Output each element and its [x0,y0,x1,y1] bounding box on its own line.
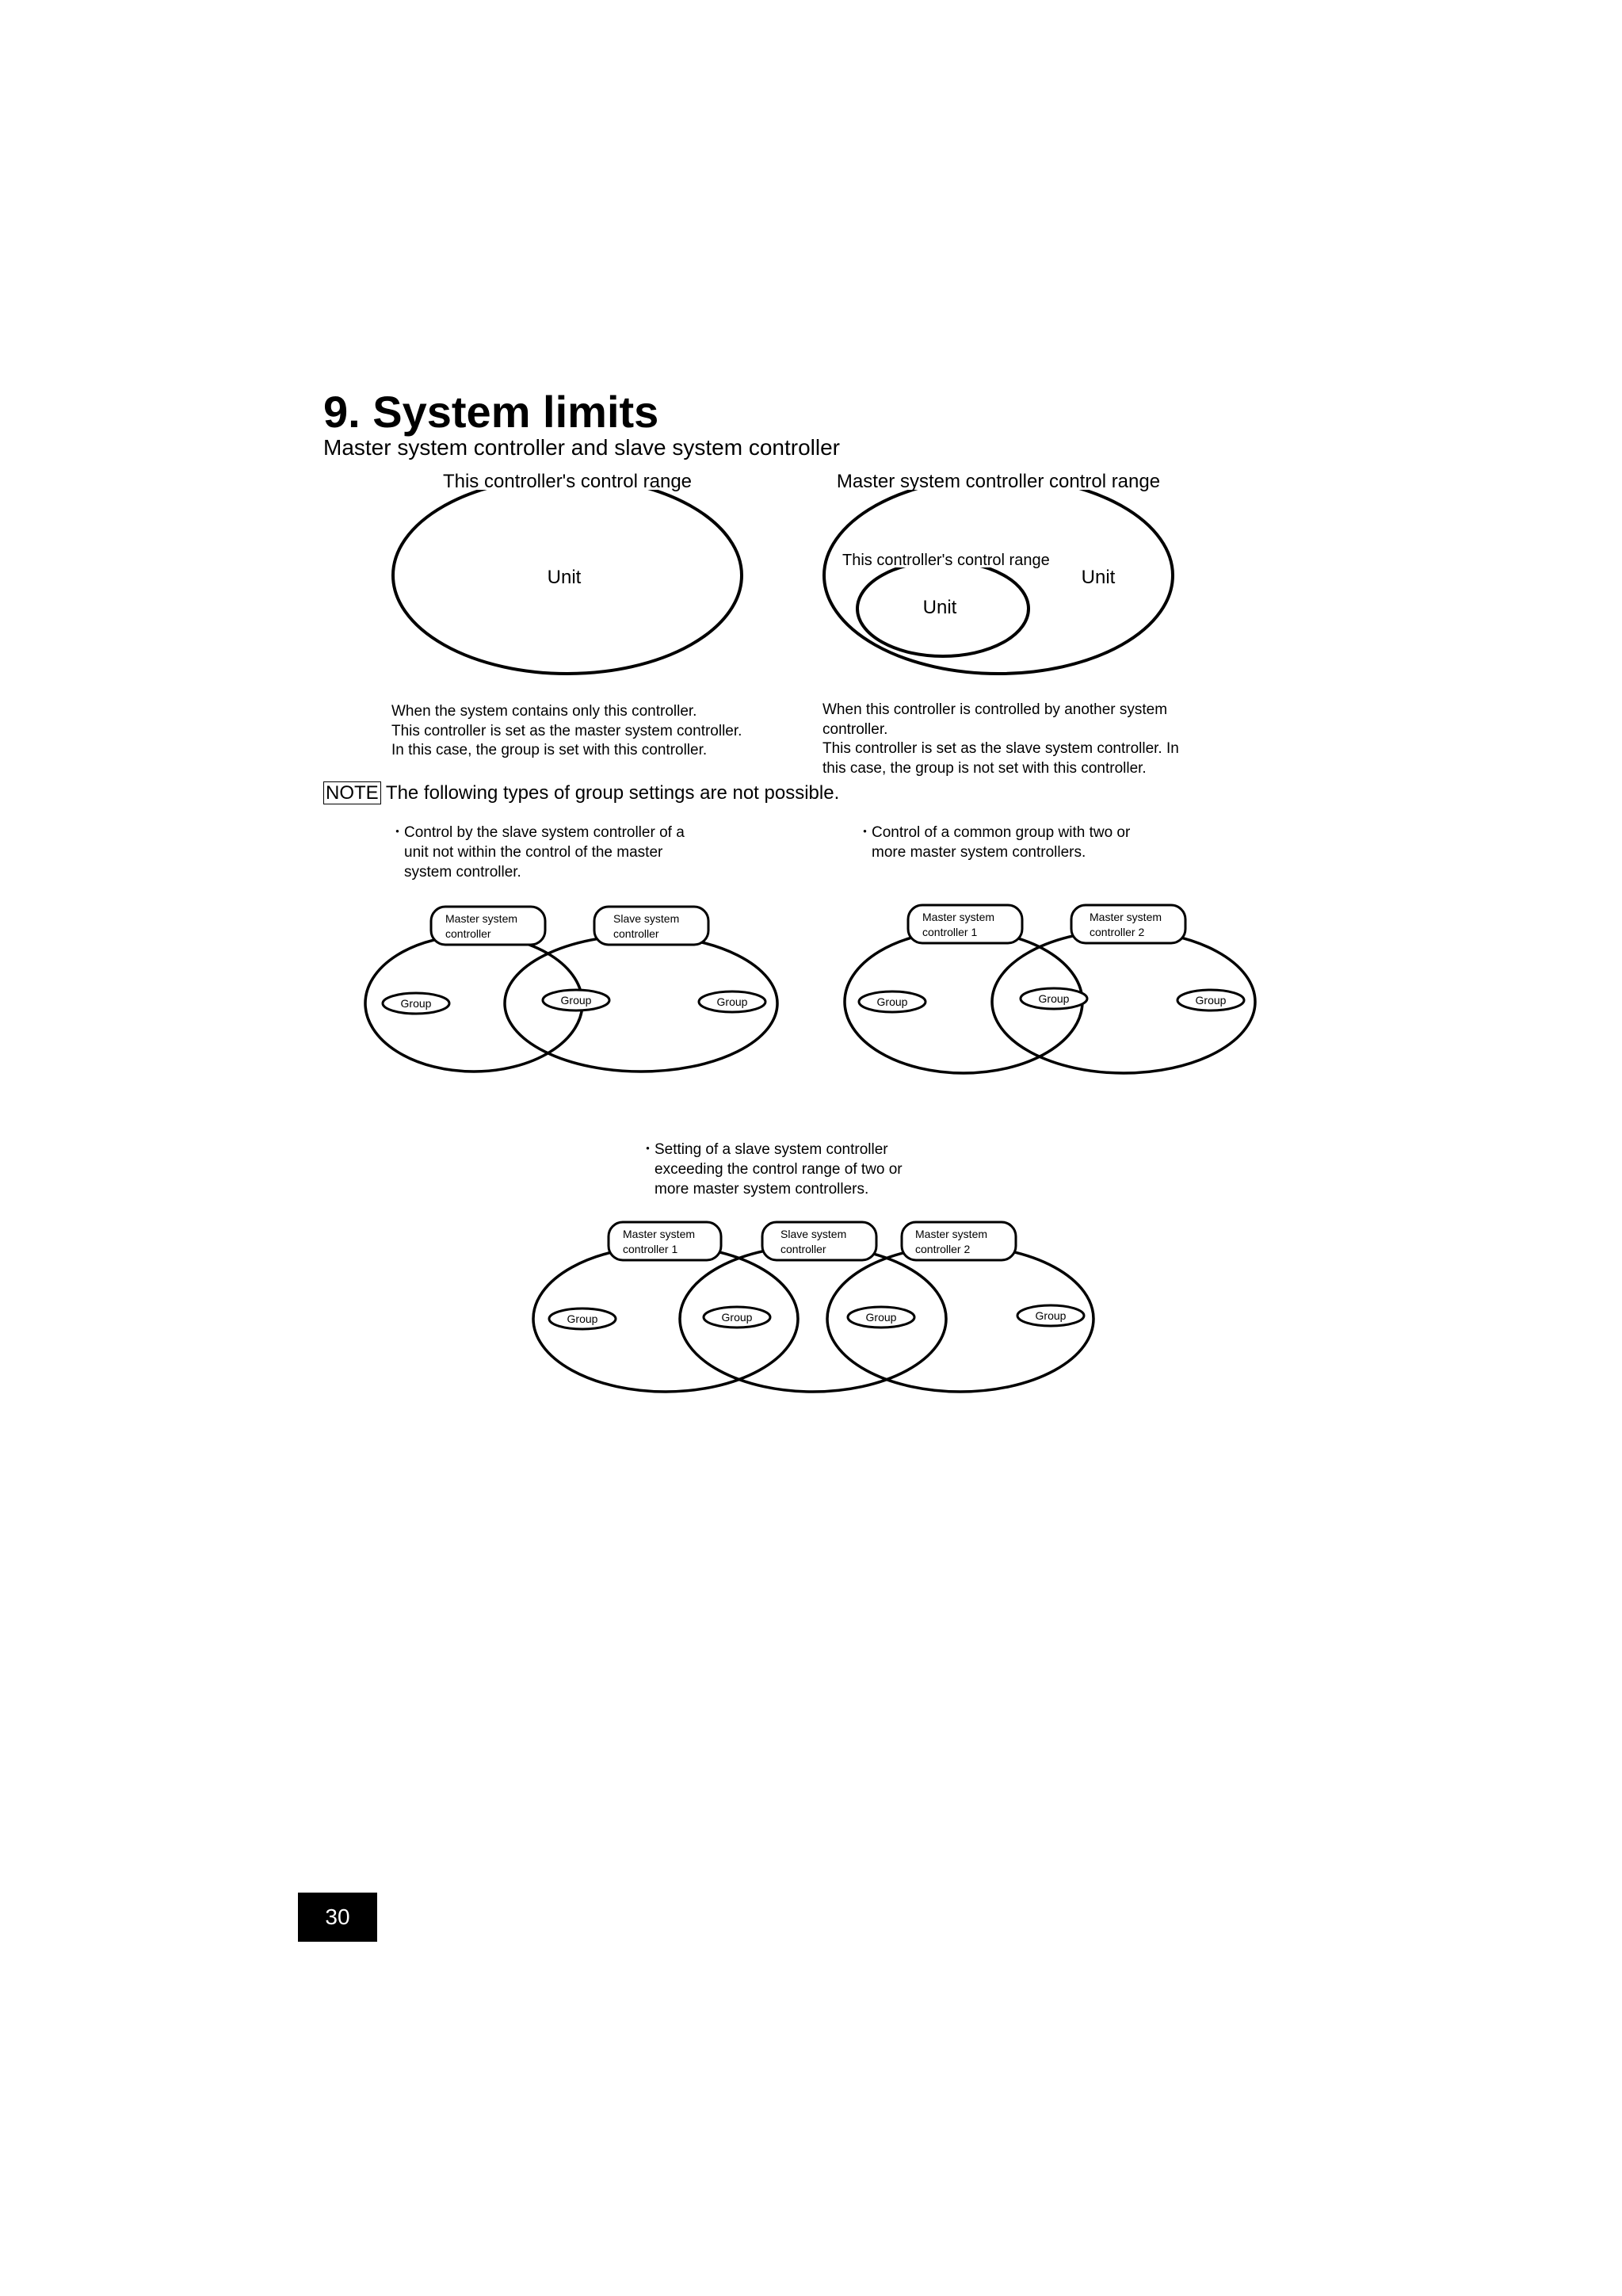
slave-controller-line2: controller [780,1243,826,1255]
caption-master-only [391,702,742,761]
master-controller-line2: controller [445,927,491,940]
master-controller-2-line1: Master system [1090,911,1162,923]
bullet-line: Setting of a slave system controller [655,1141,888,1158]
bullet-dot: ・ [857,824,873,841]
bullet-dot: ・ [640,1141,656,1158]
caption-line: This controller is set as the master system controller. [391,722,742,739]
caption-line: When the system contains only this controller. [391,703,697,720]
group-label: Group [876,995,908,1008]
master-controller-1-line2: controller 1 [623,1243,678,1255]
group-label: Group [1038,992,1070,1005]
group-label: Group [721,1311,753,1324]
bullet-line: exceeding the control range of two or [655,1161,903,1178]
master-controller-1-line2: controller 1 [922,926,978,938]
inner-unit-label: Unit [922,597,957,618]
master-controller-line1: Master system [445,912,518,925]
group-label: Group [716,995,748,1008]
group-label: Group [865,1311,897,1324]
master-controller-1-line1: Master system [623,1228,696,1240]
bullet-b [857,823,1131,862]
slave-controller-line1: Slave system [613,912,680,925]
bullet-line: system controller. [404,864,521,881]
master-controller-2-line2: controller 2 [915,1243,971,1255]
unit-label: Unit [547,567,582,588]
page-number: 30 [298,1893,377,1942]
caption-line: This controller is set as the slave system controller. In [822,740,1179,757]
caption-line: controller. [822,720,888,738]
page-title: 9. System limits [323,387,659,437]
bullet-line: more master system controllers. [872,844,1086,861]
group-label: Group [567,1312,598,1325]
group-label: Group [400,997,432,1010]
note-label: NOTE [323,781,381,804]
bullet-line: Control of a common group with two or [872,824,1131,841]
group-label: Group [1195,994,1227,1007]
note [323,781,839,805]
outer-unit-label: Unit [1081,567,1116,588]
section-subtitle: Master system controller and slave system controller [323,435,840,460]
note-text: The following types of group settings are not possible. [385,782,840,804]
bullet-line: Control by the slave system controller of a [404,824,685,841]
slave-controller-line1: Slave system [780,1228,847,1240]
master-control-range-label: Master system controller control range [836,471,1161,492]
bullet-line: unit not within the control of the master [404,844,663,861]
group-label: Group [560,994,592,1007]
master-controller-1-line1: Master system [922,911,995,923]
master-controller-2-line1: Master system [915,1228,988,1240]
slave-controller-line2: controller [613,927,659,940]
diagram-b [845,905,1255,1073]
diagram-a [365,907,777,1072]
caption-line: this case, the group is not set with this controller. [822,759,1147,777]
control-range-label: This controller's control range [442,471,693,492]
caption-line: In this case, the group is set with this controller. [391,742,708,758]
caption-line: When this controller is controlled by another system [822,701,1168,718]
diagram-master-only [393,468,742,674]
group-label: Group [1035,1309,1067,1322]
bullet-dot: ・ [390,824,406,841]
diagram-slave [824,468,1173,674]
diagram-c [533,1222,1093,1392]
bullet-a [390,823,685,882]
caption-slave [822,701,1179,778]
bullet-line: more master system controllers. [655,1181,869,1198]
master-controller-2-line2: controller 2 [1090,926,1145,938]
inner-control-range-label: This controller's control range [842,552,1050,569]
bullet-c [640,1140,903,1199]
